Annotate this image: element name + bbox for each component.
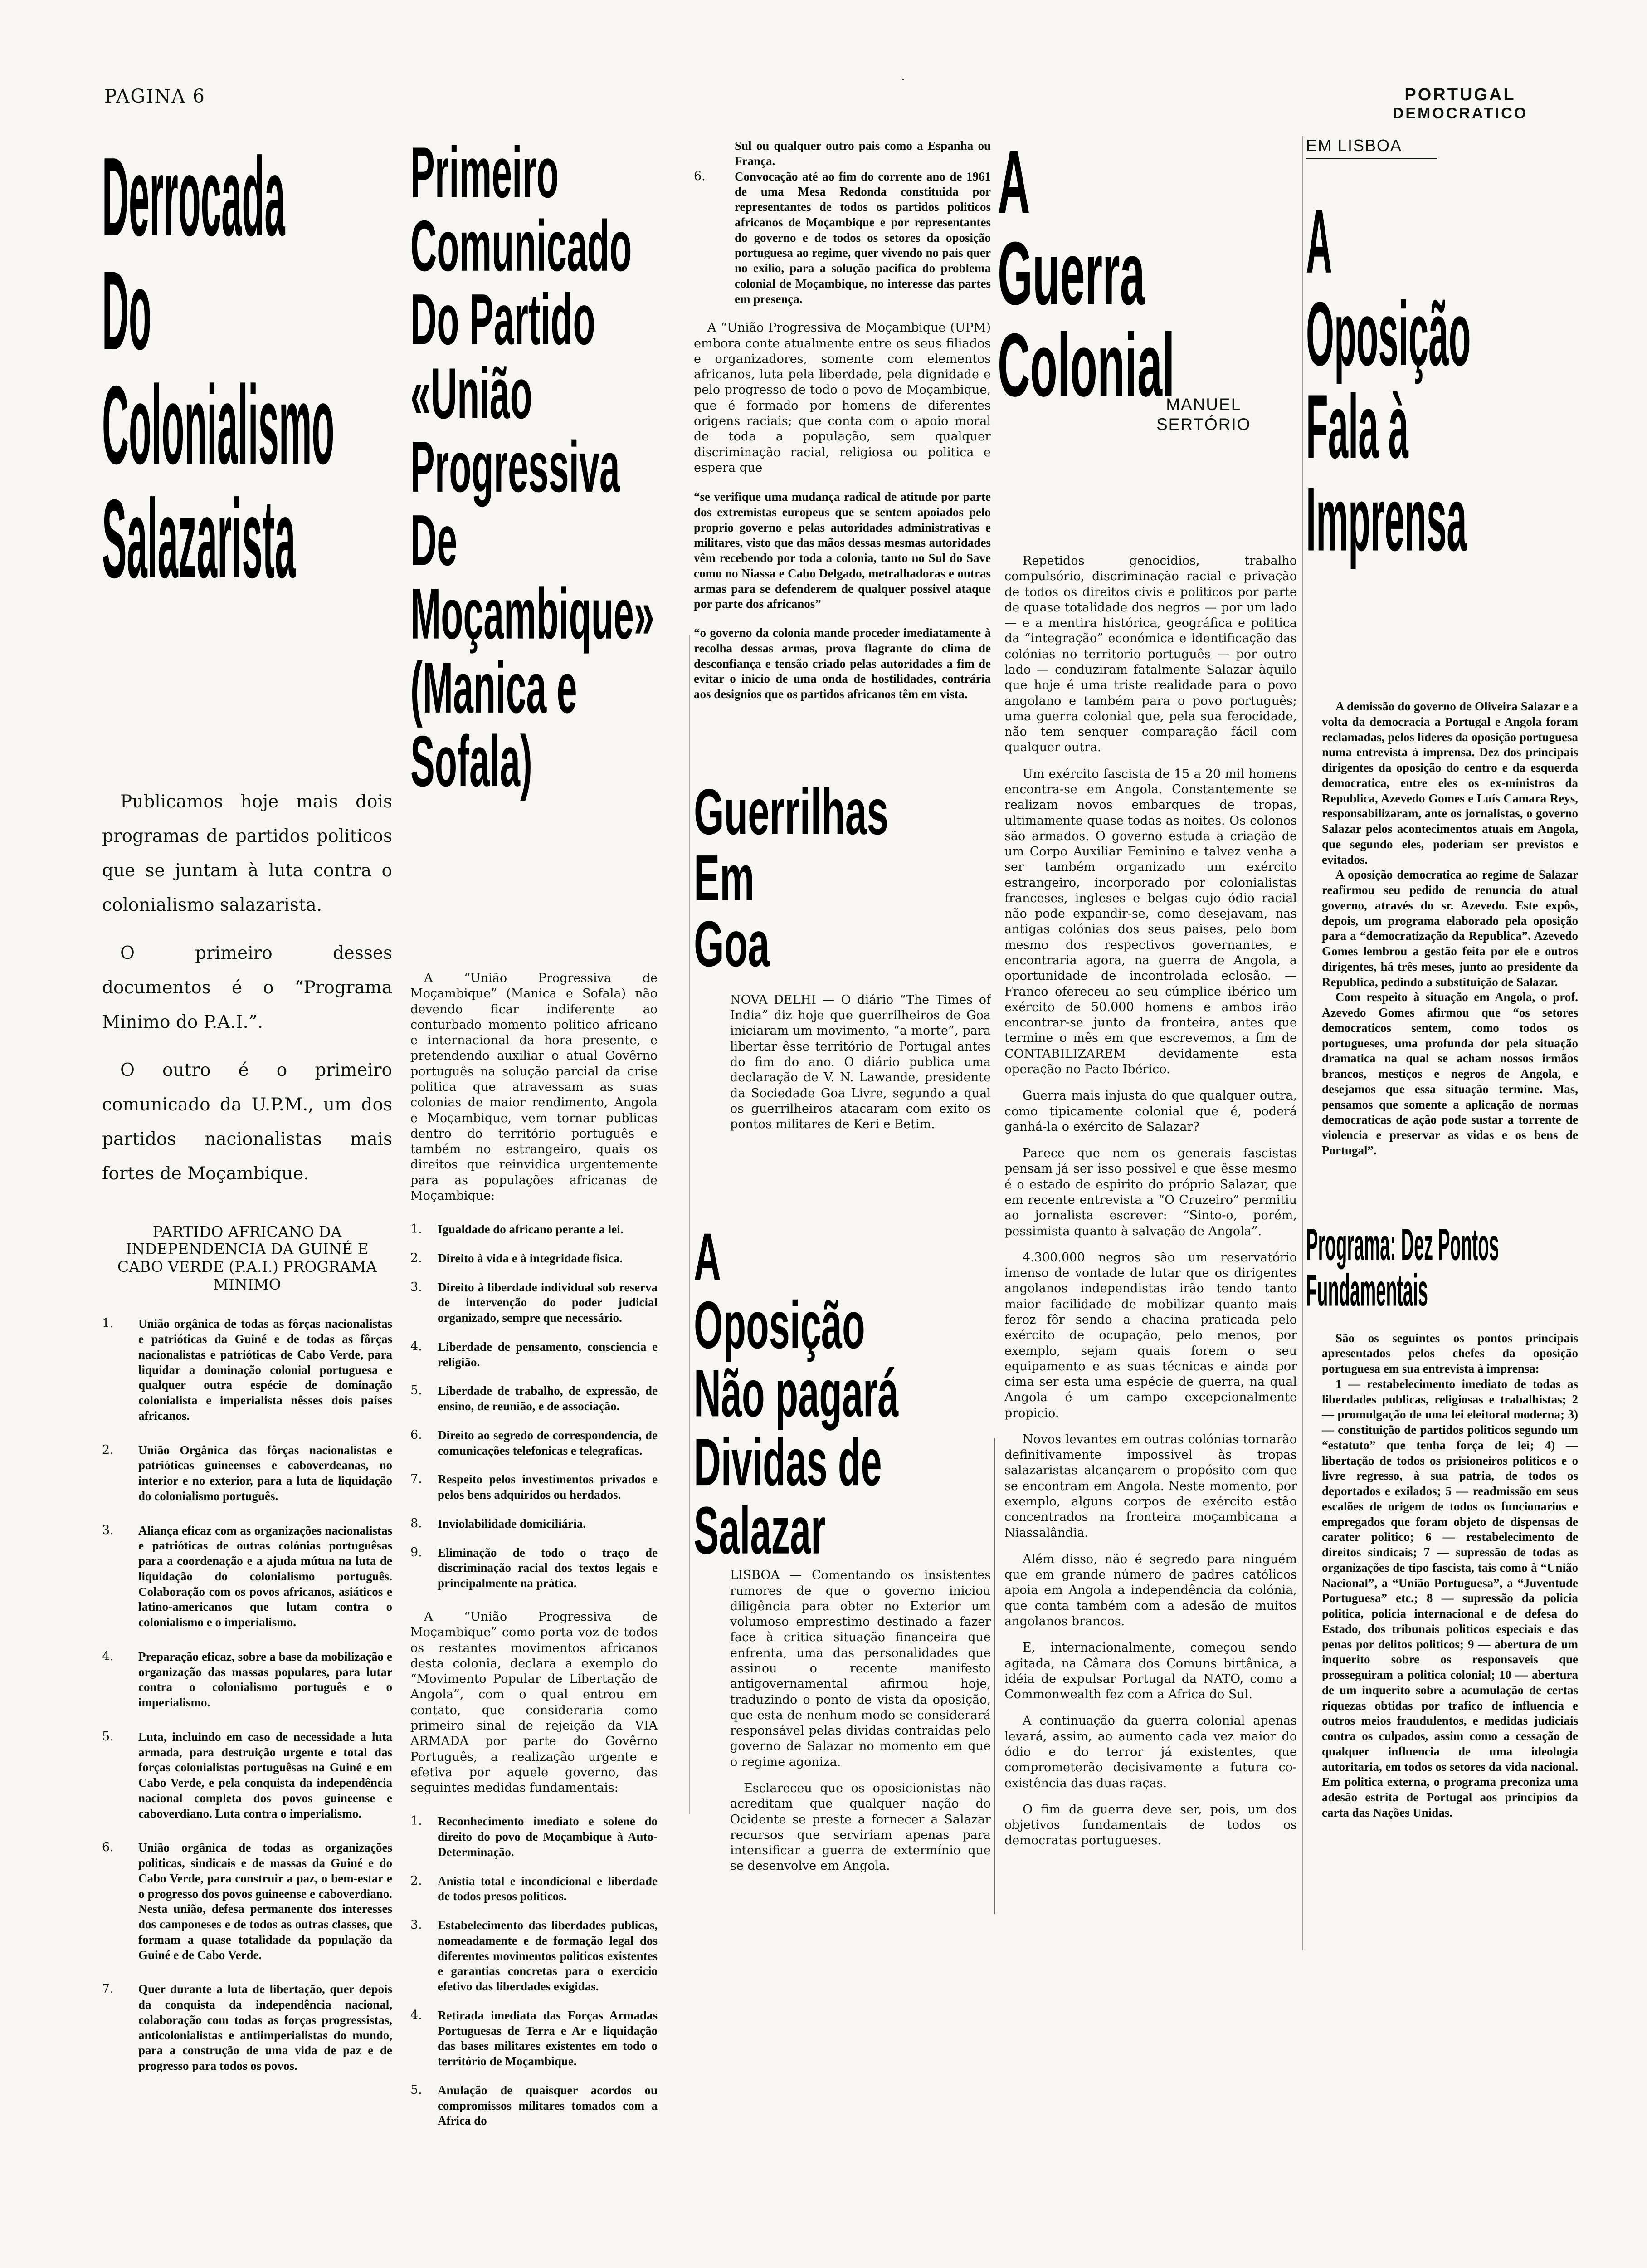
upm-quote: “se verifique uma mudança radical de atitude por parte dos extremistas europeus que se sentem apoiados pelo proprio governo e pelas autoridades administrativas e militares, visto que das mãos dessas mesmas autoridades vêm recebendo por toda a colonia, tanto no Sul do Save como no Niassa e Cabo Delgado, metralhadoras e outras armas para se defenderem de qualquer possivel ataque por parte dos africanos” <box>694 490 991 611</box>
item-number: 4. <box>102 1649 114 1663</box>
dividas-paragraph: LISBOA — Comentando os insistentes rumores de que o governo iniciou diligência para obter no Exterior um volumoso emprestimo destinado a fazer face à critica situação financeira que enfrenta, uma das personalidades que assinou o recente manifesto antigovernamental afirmou hoje, traduzindo o ponto de vista da oposição, que esta de nenhum modo se considerará responsável pelas dividas contraidas pelo governo de Salazar no momento em que o regime agoniza. <box>730 1568 991 1769</box>
author-byline <box>1156 395 1251 435</box>
list-item <box>694 169 991 307</box>
guerra-paragraph: Repetidos genocidios, trabalho compulsório, discriminação racial e privação de todos os direitos civis e politicos por parte de quase totalidade dos negros — por um lado — e a mentira histórica, geográfica e politica da “integração” económica e identificação das colónias no territorio português — por outro lado — conduziram fatalmente Salazar àquilo que hoje é uma triste realidade para o povo angolano e também para o povo português; uma guerra colonial que, pela sua ferocidade, não tem senquer comparação fácil com qualquer outra. <box>1004 554 1297 755</box>
headline-line: Dividas de <box>694 1424 882 1500</box>
headline-line: Goa <box>694 908 770 981</box>
comunicado-middle: A “União Progressiva de Moçambique” como porta voz de todos os restantes movimentos africanos desta colonia, declara a exemplo do “Movimento Popular de Libertação de Angola”, com o qual entrou em contato, que consideraria como primeiro sinal de rejeição da VIA ARMADA por parte do Govêrno Português, a realização urgente e efetiva por aquele governo, das seguintes medidas fundamentais: <box>410 1609 658 1795</box>
item-number: 2. <box>410 1251 422 1265</box>
kicker-em-lisboa: EM LISBOA <box>1306 136 1437 159</box>
column-rule <box>1302 136 1303 1950</box>
guerra-paragraph: 4.300.000 negros são um reservatório imenso de vontade de lutar que os dirigentes angolanos independistas irão tendo tanto maior facilidade de mobilizar quanto mais feroz fôr sendo a chacina praticada pelo exército de ocupação, pelo menos, por exemplo, sejam quais forem o seu equipamento e as suas técnicas e ainda por cima ser esta uma espécie de guerra, na qual Angola é um campo excepcionalmente propicio. <box>1004 1250 1297 1420</box>
headline-line: Moçambique» <box>410 573 654 655</box>
guerra-paragraph: E, internacionalmente, começou sendo agitada, na Câmara dos Comuns birtânica, a idéia de expulsar Portugal da NATO, como a Commonwealth fez com a Africa do Sul. <box>1004 1641 1297 1702</box>
item-text: Direito ao segredo de correspondencia, de comunicações telefonicas e telegraficas. <box>438 1428 658 1457</box>
item-number: 2. <box>410 1873 422 1888</box>
headline-line: Programa: Dez Pontos <box>1306 1219 1499 1270</box>
list-item <box>102 1982 392 2074</box>
item-text: Inviolabilidade domiciliária. <box>438 1516 586 1530</box>
headline-line: Oposição <box>694 1288 865 1363</box>
item-number: 5. <box>410 1383 422 1398</box>
list-item <box>410 1428 658 1459</box>
item-text: Reconhecimento imediato e solene do direito do povo de Moçambique à Auto-Determinação. <box>438 1814 658 1859</box>
guerra-paragraph: Parece que nem os generais fascistas pensam já ser isso possivel e que êsse mesmo é o estado de espirito do próprio Salazar, que em recente entrevista a “O Cruzeiro” permitiu ao jornalista escrever: “Sinto-o, porém, pessimista quanto à salvação de Angola”. <box>1004 1146 1297 1238</box>
headline-line: Do <box>102 249 151 374</box>
list-item <box>410 1383 658 1414</box>
article-oposicao-imprensa <box>1306 136 1578 2268</box>
intro-paragraph: O outro é o primeiro comunicado da U.P.M., um dos partidos nacionalistas mais fortes de Moçambique. <box>102 1060 392 1184</box>
masthead <box>1342 85 1578 122</box>
page-number: PAGINA 6 <box>104 85 205 107</box>
list-item <box>410 1874 658 1905</box>
list-item <box>410 1918 658 1994</box>
item-number: 1. <box>410 1222 422 1237</box>
guerra-paragraph: A continuação da guerra colonial apenas levará, assim, ao aumento cada vez maior do ódio e do terror já existentes, que comprometerão decisivamente a futura co-existência das duas raças. <box>1004 1714 1297 1790</box>
masthead-line2: DEMOCRATICO <box>1392 105 1528 122</box>
list-item <box>410 1280 658 1326</box>
list-item <box>410 1814 658 1860</box>
intro-text <box>102 785 392 1192</box>
item-text: Igualdade do africano perante a lei. <box>438 1222 624 1237</box>
headline-line: «União <box>410 353 532 434</box>
headline-line: Derrocada <box>102 141 285 260</box>
item-text: Liberdade de trabalho, de expressão, de ensino, de reunião, e de associação. <box>438 1384 658 1413</box>
guerrilhas-text: NOVA DELHI — O diário “The Times of India” diz hoje que guerrilheiros de Goa iniciaram um movimento, “a morte”, para libertar êsse território de Portugal antes do fim do ano. O diário publica uma declaração de V. N. Lawande, presidente da Sociedade Goa Livre, segundo a qual os guerrilheiros atacaram com exito os pontos militares de Keri e Betim. <box>730 992 991 1132</box>
item-number: 4. <box>410 1339 422 1354</box>
item-number: 1. <box>102 1316 114 1331</box>
headline-line: Colonialismo <box>102 362 335 488</box>
article-derrocada <box>102 141 392 2268</box>
headline-line: Guerrilhas <box>694 776 889 848</box>
headline-line: Guerra <box>998 223 1145 324</box>
headline-comunicado <box>410 136 658 802</box>
headline-line: (Manica e <box>410 647 577 728</box>
item-text: Convocação até ao fim do corrente ano de 1961 de uma Mesa Redonda constituida por representantes de todos os partidos politicos africanos de Moçambique e por representantes do governo e de todos os setores da oposição portuguesa ao regime, quer vivendo no pais quer no exilio, para a solução pacifica do problema colonial de Moçambique, no interesse das partes em presença. <box>735 169 991 306</box>
item-text: Aliança eficaz com as organizações nacionalistas e patrióticas de outras colónias portuguêsas para a coordenação e a ajuda mútua na luta de liquidação do colonialismo português. Colaboração com os povos africanos, asiáticos e latino-americanos que lutam contra o colonialismo e o imperialismo. <box>138 1523 392 1629</box>
list-item <box>410 1516 658 1532</box>
headline-guerrilhas <box>694 776 991 981</box>
upm-paragraph: A “União Progressiva de Moçambique (UPM) embora conte atualmente entre os seus filiados e organizadores, somente com elementos africanos, luta pela liberdade, pela dignidade e pelo progresso de todo o povo de Moçambique, que é formado por homens de diferentes origens raciais; que conta com o apoio moral de toda a população, sem qualquer discriminação racial, religiosa ou politica e espera que <box>694 321 991 475</box>
intro-paragraph: Publicamos hoje mais dois programas de partidos politicos que se juntam à luta contra o colonialismo salazarista. <box>102 792 392 916</box>
list-item <box>410 1472 658 1503</box>
headline-line: Não pagará <box>694 1356 899 1432</box>
item-number: 3. <box>410 1918 422 1932</box>
author-first: MANUEL <box>1166 395 1242 414</box>
list-item <box>410 2083 658 2129</box>
headline-line: Comunicado <box>410 205 632 287</box>
list-item <box>410 1545 658 1591</box>
guerra-paragraph: Guerra mais injusta do que qualquer outra, como tipicamente colonial que é, poderá ganhá-la o exército de Salazar? <box>1004 1089 1297 1134</box>
article-guerra-colonial <box>998 136 1297 2268</box>
item-text: Respeito pelos investimentos privados e pelos bens adquiridos ou herdados. <box>438 1472 658 1502</box>
comunicado-intro: A “União Progressiva de Moçambique” (Manica e Sofala) não devendo ficar indiferente ao conturbado momento politico africano e internacional da hora presente, e pretendendo auxiliar o atual Govêrno português na solução parcial da crise politica que atravessam as suas colonias de maior rendimento, Angola e Moçambique, vem tornar publicas dentro do território português e também no estrangeiro, quais os direitos que reinvidica urgentemente para as populações africanas de Moçambique: <box>410 971 658 1203</box>
column-center <box>694 138 991 2268</box>
list-item <box>410 1251 658 1266</box>
item-text: Quer durante a luta de libertação, quer depois da conquista da independência nacional, colaboração com todas as forças progressistas, anticolonialistas e antiimperialistas do mundo, para a construção de uma vida de paz e de progresso para todos os povos. <box>138 1982 392 2073</box>
item-number: 6. <box>410 1427 422 1442</box>
guerra-paragraph: O fim da guerra deve ser, pois, um dos objetivos fundamentais de todos os democratas portugueses. <box>1004 1802 1297 1848</box>
item-text: Anulação de quaisquer acordos ou compromissos militares tomados com a Africa do <box>438 2083 658 2128</box>
item-number: 1. <box>410 1814 422 1828</box>
item-text: Preparação eficaz, sobre a base da mobilização e organização das massas populares, para lutar contra o colonialismo português e o imperialismo. <box>138 1649 392 1710</box>
article-primeiro-comunicado <box>410 136 658 2268</box>
headline-line: Fundamentais <box>1306 1265 1428 1316</box>
programa-points: 1 — restabelecimento imediato de todas as liberdades publicas, religiosas e trabalhistas; 2 — promulgação de uma lei eleitoral moderna; 3) — constituição de partidos politicos segundo um “estatuto” que tenha força de lei; 4) — libertação de todos os prisioneiros politicos e o livre regresso, à sua patria, de todos os deportados e exilados; 5 — readmissão em seus escalões de origem de todos os funcionarios e empregados que foram objeto de dispensas de carater politico; 6 — restabelecimento de direitos sindicais; 7 — supressão de todas as organizações de tipo fascista, tais como à “União Nacional”, a “União Portuguesa”, a “Juventude Portuguesa” etc.; 8 — supressão da policia politica, policia internacional e de defesa do Estado, dos tribunais politicos especiais e das penas por delitos politicos; 9 — abertura de um inquerito sobre os responsaveis que prosseguiram a politica colonial; 10 — abertura de um inquerito sobre a acumulação de certas riquezas obtidas por trafico de influencia e outros meios fraudulentos, e medidas judiciais contra os culpados, assim como a cessação de qualquer influencia de uma ideologia autoritaria, em todos os setores da vida nacional. Em politica externa, o programa preconiza uma adesão estrita de Portugal aos principios da carta das Nações Unidas. <box>1322 1377 1578 1819</box>
item-number: 3. <box>102 1523 114 1537</box>
headline-guerra <box>998 136 1297 417</box>
measures-list <box>410 1814 658 2129</box>
pai-program-list <box>102 1316 392 2074</box>
item-text: Eliminação de todo o traço de discriminação racial dos textos legais e principalmente na prática. <box>438 1545 658 1590</box>
item-number: 7. <box>102 1982 114 1996</box>
program-title: PARTIDO AFRICANO DA INDEPENDENCIA DA GUINÉ E CABO VERDE (P.A.I.) PROGRAMA MINIMO <box>117 1222 377 1294</box>
headline-derrocada <box>102 141 392 635</box>
item-text: Luta, incluindo em caso de necessidade a luta armada, para destruição urgente e total das forças colonialistas portuguêsas na Guiné e em Cabo Verde, e pela conquista da independência nacional completa dos povos guineense e caboverdiano. Luta contra o imperialismo. <box>138 1730 392 1820</box>
continuation-lead: Sul ou qualquer outro pais como a Espanha ou França. <box>735 139 991 168</box>
programa-intro: São os seguintes os pontos principais apresentados pelos chefes da oposição portuguesa em sua entrevista à imprensa: <box>1322 1331 1578 1375</box>
guerra-paragraph: Além disso, não é segredo para ninguém que em grande número de padres católicos apoia em Angola a independência da colónia, que conta também com a adesão de muitos angolanos brancos. <box>1004 1552 1297 1628</box>
dividas-paragraph: Esclareceu que os oposicionistas não acreditam que qualquer nação do Ocidente se preste a fornecer a Salazar recursos que serviriam apenas para intensificar a guerra de extermínio que se desenvolve em Angola. <box>730 1781 991 1873</box>
item-number: 6. <box>694 169 706 183</box>
headline-line: Progressiva <box>410 426 620 507</box>
author-last: SERTÓRIO <box>1156 415 1251 434</box>
headline-oposicao-fala <box>1306 190 1578 570</box>
list-item <box>410 2008 658 2069</box>
column-rule <box>994 1438 995 1914</box>
header-rule <box>902 79 904 80</box>
headline-line: Oposição <box>1306 283 1471 385</box>
item-number: 4. <box>410 2008 422 2022</box>
headline-line: Em <box>694 841 755 914</box>
intro-paragraph: O primeiro desses documentos é o “Programa Minimo do P.A.I.”. <box>102 943 392 1033</box>
headline-line: Do Partido <box>410 279 595 360</box>
headline-line: Primeiro <box>410 136 559 213</box>
item-number: 7. <box>410 1472 422 1486</box>
list-item <box>102 1443 392 1504</box>
list-item <box>410 1339 658 1370</box>
oposicao-paragraph: A oposição democratica ao regime de Salazar reafirmou seu pedido de renuncia do atual governo, através do sr. Azevedo. Este expôs, depois, um programa elaborado pela oposição para a “democratização da Republica”. Azevedo Gomes lembrou a gestão feita por ele e outros dirigentes, há três meses, junto ao presidente da Republica, pedindo a substituição de Salazar. <box>1322 868 1578 989</box>
headline-line: A <box>1306 190 1332 292</box>
item-number: 2. <box>102 1442 114 1457</box>
headline-line: Fala à <box>1306 376 1409 477</box>
item-number: 8. <box>410 1516 422 1530</box>
headline-line: Sofala) <box>410 721 532 802</box>
item-text: Direito à vida e à integridade fisica. <box>438 1251 623 1265</box>
item-text: União Orgânica das fôrças nacionalistas e patrióticas guineenses e caboverdeanas, no interior e no exterior, para a luta de liquidação do colonialismo português. <box>138 1443 392 1503</box>
item-text: Liberdade de pensamento, consciencia e religião. <box>438 1339 658 1369</box>
list-item <box>102 1316 392 1423</box>
headline-line: Salazarista <box>102 477 296 602</box>
item-number: 5. <box>102 1729 114 1744</box>
item-text: União orgânica de todas as fôrças nacionalistas e patrióticas da Guiné e de todas as fôrças nacionalistas e patrióticas de Cabo Verde, para liquidar a dominação colonial portuguesa e qualquer outra espécie de dominação colonialista e imperialista nêsses dois países africanos. <box>138 1317 392 1422</box>
guerra-paragraph: Novos levantes em outras colónias tornarão definitivamente impossivel às tropas salazaristas alcançarem o propósito com que se encontram em Angola. Neste momento, por exemplo, alguns corpos de exército estão concentrados na fronteira moçambicana a Niassalândia. <box>1004 1432 1297 1540</box>
headline-oposicao-dividas <box>694 1219 991 1568</box>
item-text: Anistia total e incondicional e liberdade de todos presos politicos. <box>438 1874 658 1903</box>
list-item <box>102 1523 392 1630</box>
programa-body <box>1306 1331 1578 1821</box>
item-number: 5. <box>410 2082 422 2097</box>
headline-line: A <box>998 136 1030 232</box>
headline-line: A <box>694 1219 721 1295</box>
column-rule <box>689 635 690 1814</box>
item-number: 6. <box>102 1840 114 1855</box>
item-text: União orgânica de todas as organizações politicas, sindicais e de massas da Guiné e do Cabo Verde, para construir a paz, o bem-estar e o progresso dos povos guineense e caboverdiano. Nesta união, defesa permanente dos interesses dos camponeses e de todos as outras classes, que formam a quase totalidade da população da Guiné e de Cabo Verde. <box>138 1841 392 1962</box>
headline-line: De <box>410 500 458 581</box>
measures-list-continued <box>694 169 991 307</box>
rights-list <box>410 1222 658 1591</box>
item-text: Retirada imediata das Forças Armadas Portuguesas de Terra e Ar e liquidação das bases militares existentes em todo o território de Moçambique. <box>438 2008 658 2068</box>
item-number: 9. <box>410 1545 422 1559</box>
headline-line: Colonial <box>998 314 1175 415</box>
oposicao-paragraph: Com respeito à situação em Angola, o prof. Azevedo Gomes afirmou que “os setores democraticos sentem, como todos os portugueses, uma profunda dor pela situação dramatica na qual se acham nossos irmãos brancos, mestiços e negros de Angola, e desejamos que essa situação termine. Mas, pensamos que somente a aplicação de normas democraticas de ação pode sustar a torrente de violencia e preservar as vidas e os bens de Portugal”. <box>1322 990 1578 1157</box>
list-item <box>102 1649 392 1711</box>
item-text: Estabelecimento das liberdades publicas, nomeadamente e de formação legal dos diferentes movimentos politicos existentes e garantias concretas para o exercicio efetivo das liberdades exigidas. <box>438 1918 658 1994</box>
upm-quote: “o governo da colonia mande proceder imediatamente à recolha dessas armas, prova flagrante do clima de desconfiança e tensão criado pelas autoridades a fim de evitar o inicio de uma onda de hostilidades, contrária aos designios que os partidos africanos têm em vista. <box>694 626 991 701</box>
list-item <box>102 1730 392 1822</box>
headline-programa <box>1306 1219 1578 1316</box>
item-text: Direito à liberdade individual sob reserva de intervenção do poder judicial organizado, sempre que necessário. <box>438 1280 658 1325</box>
headline-line: Imprensa <box>1306 468 1467 570</box>
guerra-paragraph: Um exército fascista de 15 a 20 mil homens encontra-se em Angola. Constantemente se realizam novos embarques de tropas, ultimamente quase todas as noites. Os colonos são armados. O governo estuda a criação de um Corpo Auxiliar Feminino e talvez venha a ser também organizado um exército estrangeiro, incorporado por colonialistas franceses, ingleses e belgas cujo ódio racial não pode expandir-se, como desejavam, nas antigas colónias dos seus paises, pelo bom mesmo dos respectivos governantes, e encontraria agora, na guerra de Angola, a oportunidade de incontrolada eclosão. — Franco ofereceu ao seu cúmplice ibérico um exército de 50.000 homens e ambos irão encontrar-se junto da fronteira, antes que termine o mês em que escrevemos, a fim de CONTABILIZAREM devidamente esta operação no Pacto Ibérico. <box>1004 767 1297 1076</box>
list-item <box>102 1840 392 1963</box>
list-item <box>410 1222 658 1237</box>
masthead-line1: PORTUGAL <box>1404 85 1516 104</box>
oposicao-body <box>1306 699 1578 1158</box>
oposicao-paragraph: A demissão do governo de Oliveira Salazar e a volta da democracia a Portugal e Angola foram reclamadas, pelos lideres da oposição portuguesa numa entrevista à imprensa. Dez dos principais dirigentes da oposição do centro e da esquerda democratica, entre eles os ex-ministros da Republica, Azevedo Gomes e Luís Camara Reys, responsabilizaram, ante os jornalistas, o governo Salazar pelos acontecimentos atuais em Angola, que segundo eles, poderiam ser previstos e evitados. <box>1322 699 1578 866</box>
guerra-body <box>998 553 1297 1849</box>
headline-line: Salazar <box>694 1493 826 1568</box>
item-number: 3. <box>410 1280 422 1294</box>
